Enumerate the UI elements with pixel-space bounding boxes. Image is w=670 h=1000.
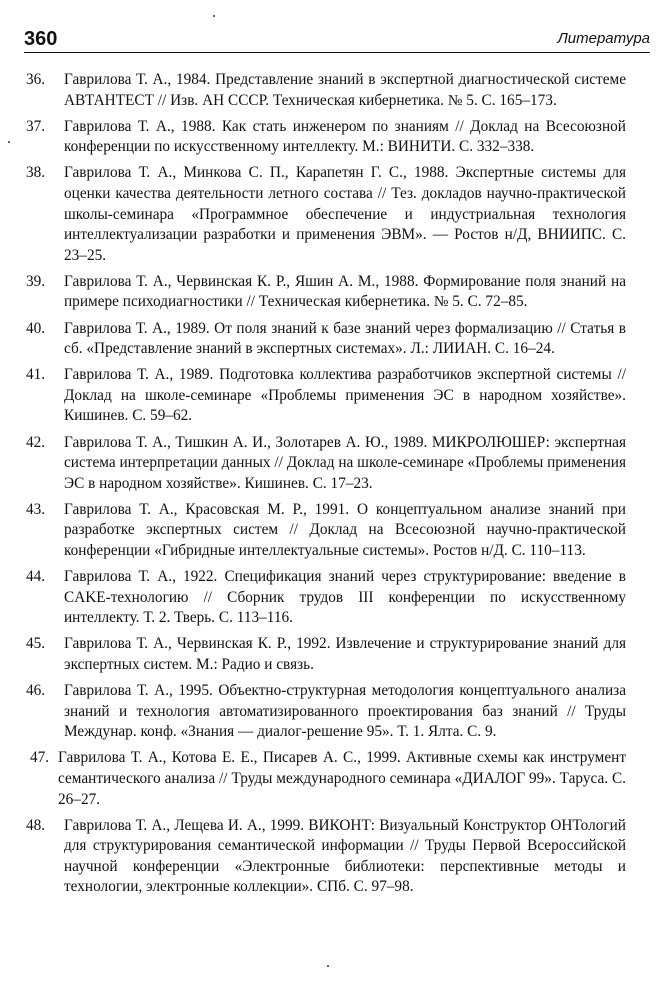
reference-item [24,163,626,266]
reference-number: 45. [26,635,46,653]
reference-item [24,272,626,313]
page-header [24,28,650,53]
reference-number: 41. [26,366,46,384]
reference-list [24,70,626,903]
reference-item [24,634,626,675]
reference-number: 36. [26,71,46,88]
reference-text: Гаврилова Т. А., 1995. Объектно-структурная методология концептуального анализа знаний и технология автоматизированного проектирования баз знаний // Труды Междунар. конф. «Знания — диалог-решение 95». Т. 1. Ялта. С. 9. [64,682,626,741]
reference-text: Гаврилова Т. А., Червинская К. Р., Яшин А. М., 1988. Формирование поля знаний на примере психодиагностики // Техническая кибернетика. № 5. С. 72–85. [64,272,626,311]
reference-text: Гаврилова Т. А., 1989. Подготовка коллектива разработчиков экспертной системы // Доклад на школе-семинаре «Проблемы применения ЭС в народном хозяйстве». Кишинев. С. 59–62. [64,366,626,425]
reference-item [24,433,626,495]
reference-text: Гаврилова Т. А., Лещева И. А., 1999. ВИКОНТ: Визуальный Конструктор ОНТологий для структурирования семантической информации // Труды Первой Всероссийской научной конференции «Электронные библиотеки: перспективные методы и технологии, электронные коллекции». СПб. С. 97–98. [64,816,626,896]
reference-number: 48. [26,816,46,834]
reference-item [24,319,626,360]
reference-number: 43. [26,500,46,518]
reference-text: Гаврилова Т. А., Красовская М. Р., 1991. О концептуальном анализе знаний при разработке экспертных систем // Доклад на Всесоюзной научно-практической конференции «Гибридные интеллектуальные системы». Ростов н/Д. С. 110–113. [64,500,626,559]
reference-text: Гаврилова Т. А., 1922. Спецификация знаний через структурирование: введение в CAKE-технологию // Сборник трудов III конференции по искусственному интеллекту. Т. 2. Тверь. С. 113–116. [64,568,626,627]
reference-item [24,816,626,898]
reference-number: 39. [26,272,46,290]
reference-text: Гаврилова Т. А., Тишкин А. И., Золотарев А. Ю., 1989. МИКРОЛЮШЕР: экспертная система интерпретации данных // Доклад на школе-семинаре «Проблемы применения ЭС в народном хозяйстве». Кишинев. С. 17–23. [64,433,626,492]
reference-text: Гаврилова Т. А., Червинская К. Р., 1992. Извлечение и структурирование знаний для экспертных систем. М.: Радио и связь. [64,635,626,673]
reference-number: 44. [26,568,46,586]
reference-item [24,365,626,427]
reference-text: Гаврилова Т. А., Минкова С. П., Карапетян Г. С., 1988. Экспертные системы для оценки качества деятельности летного состава // Тез. докладов научно-практической школы-семинара «Программное обеспечение и индустриальная технология интеллектуализации разработки и применения ЭВМ». — Ростов н/Д, ВНИИПС. С. 23–25. [64,164,626,264]
reference-item [24,117,626,158]
running-title: Литература [557,30,650,47]
reference-number: 37. [26,117,46,135]
reference-item [24,70,626,111]
reference-number: 42. [26,433,46,451]
reference-text: Гаврилова Т. А., 1989. От поля знаний к базе знаний через формализацию // Статья в сб. «Представление знаний в экспертных системах». Л.: ЛИИАН. С. 16–24. [64,319,626,358]
page-number: 360 [24,28,58,50]
reference-number: 38. [26,164,46,182]
reference-item [24,567,626,629]
reference-item [24,681,626,743]
scan-speck [213,15,215,17]
reference-number: 46. [26,682,46,700]
reference-item [24,500,626,562]
reference-text: Гаврилова Т. А., 1984. Представление знаний в экспертной диагностической системе АВТАНТЕСТ // Изв. АН СССР. Техническая кибернетика. № 5. С. 165–173. [64,71,626,109]
scan-speck [8,141,10,143]
reference-text: Гаврилова Т. А., Котова Е. Е., Писарев А. С., 1999. Активные схемы как инструмент семантического анализа // Труды международного семинара «ДИАЛОГ 99». Таруса. С. 26–27. [58,749,626,808]
reference-text: Гаврилова Т. А., 1988. Как стать инженером по знаниям // Доклад на Всесоюзной конференции по искусственному интеллекту. М.: ВИНИТИ. С. 332–338. [64,117,626,156]
scan-speck [327,965,329,967]
reference-item [24,748,626,810]
reference-number: 47. [30,749,50,767]
reference-number: 40. [26,319,46,337]
